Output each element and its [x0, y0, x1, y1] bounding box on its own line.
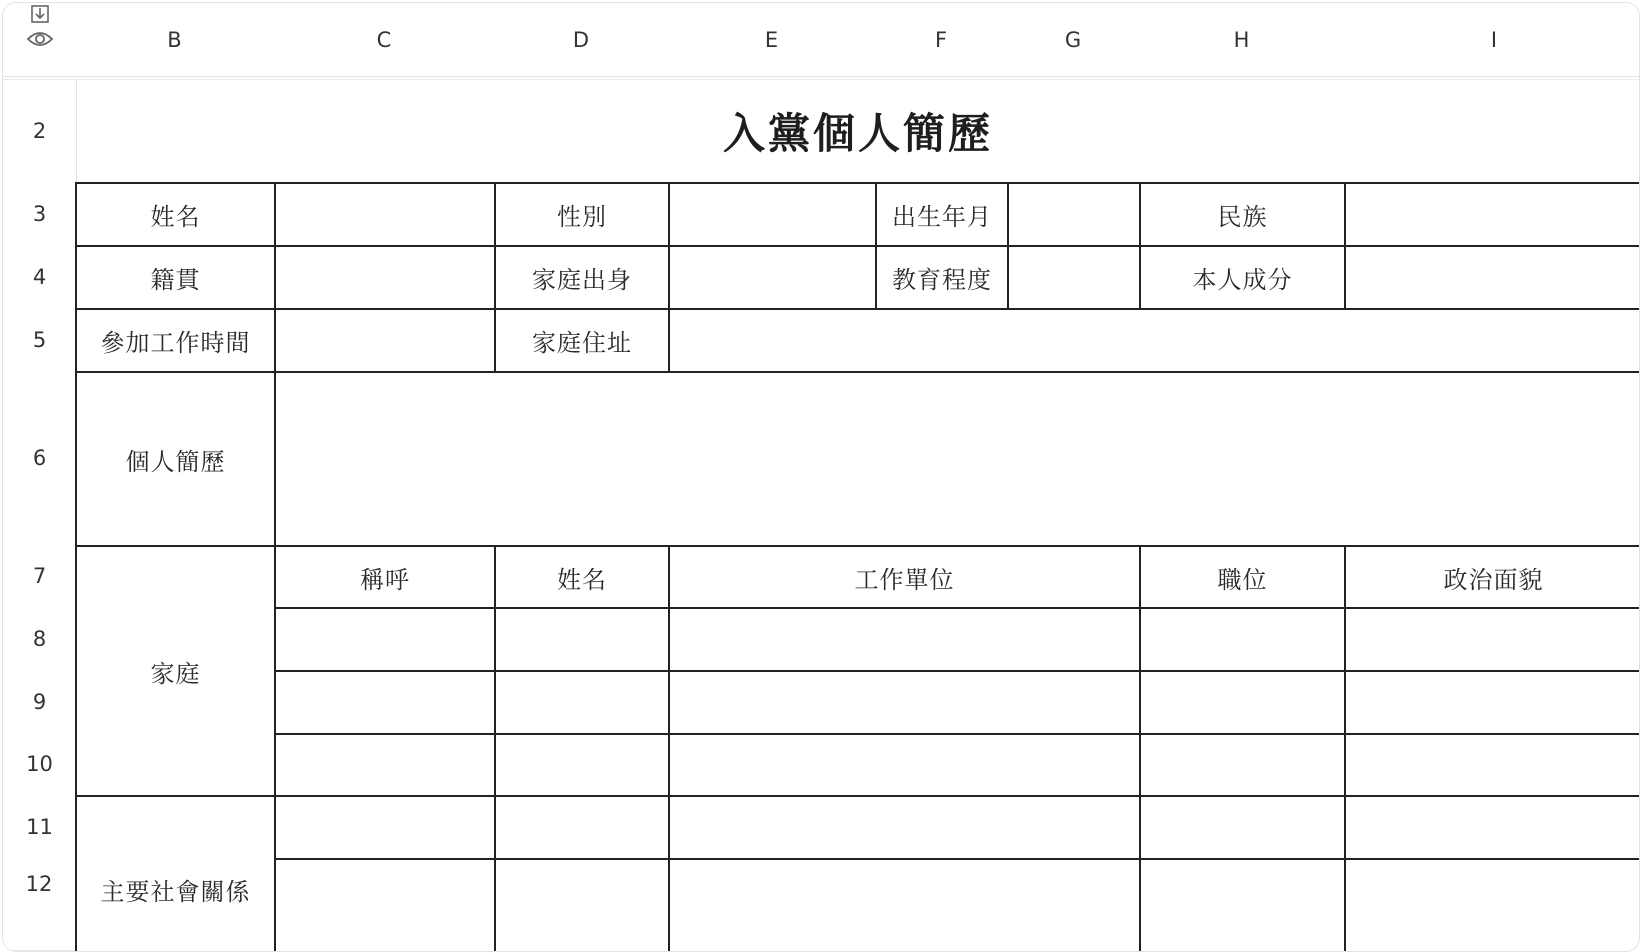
family-row-3-position[interactable]	[1139, 733, 1344, 795]
family-row-2-position[interactable]	[1139, 670, 1344, 733]
family-row-2-name[interactable]	[494, 670, 668, 733]
row-header-7[interactable]: 7	[3, 545, 77, 608]
column-header-e[interactable]: E	[668, 3, 876, 77]
column-header-b[interactable]: B	[75, 3, 275, 77]
work-unit-header-cell[interactable]: 工作單位	[668, 545, 1139, 607]
family-row-1-position[interactable]	[1139, 607, 1344, 670]
spreadsheet-frame	[2, 2, 1640, 952]
family-label-cell[interactable]: 家庭	[75, 545, 274, 795]
row-header-10[interactable]: 10	[3, 733, 77, 796]
column-header-h[interactable]: H	[1139, 3, 1345, 77]
column-header-f[interactable]: F	[875, 3, 1008, 77]
member-name-header-cell[interactable]: 姓名	[494, 545, 668, 607]
native-place-value-cell[interactable]	[274, 245, 494, 308]
personal-status-label-cell[interactable]: 本人成分	[1139, 245, 1344, 308]
social-relations-label-cell[interactable]	[75, 795, 274, 952]
work-start-value-cell[interactable]	[274, 308, 494, 371]
gender-value-cell[interactable]	[668, 182, 875, 245]
family-row-1-relation[interactable]	[274, 607, 494, 670]
social-row-1-name[interactable]	[494, 795, 668, 858]
column-header-i[interactable]: I	[1344, 3, 1640, 77]
social-row-1-position[interactable]	[1139, 795, 1344, 858]
family-row-3-work-unit[interactable]	[668, 733, 1139, 795]
row-header-3[interactable]: 3	[3, 182, 77, 246]
row-header-12[interactable]: 12	[3, 858, 76, 951]
visibility-icon[interactable]	[25, 5, 55, 51]
family-origin-value-cell[interactable]	[668, 245, 875, 308]
relation-header-cell[interactable]: 稱呼	[274, 545, 494, 607]
column-header-g[interactable]: G	[1007, 3, 1140, 77]
column-header-d[interactable]: D	[494, 3, 669, 77]
education-label-cell[interactable]: 教育程度	[875, 245, 1007, 308]
family-row-1-name[interactable]	[494, 607, 668, 670]
select-all-corner[interactable]	[3, 3, 77, 77]
name-label-cell[interactable]: 姓名	[75, 182, 274, 245]
family-row-3-name[interactable]	[494, 733, 668, 795]
birth-label-cell[interactable]: 出生年月	[875, 182, 1007, 245]
family-row-2-political-status[interactable]	[1344, 670, 1640, 733]
row-header-6[interactable]: 6	[3, 371, 77, 546]
social-row-2-name[interactable]	[494, 858, 668, 952]
resume-value-cell[interactable]	[274, 371, 1640, 545]
row-header-9[interactable]: 9	[3, 670, 77, 734]
ethnicity-label-cell[interactable]: 民族	[1139, 182, 1344, 245]
family-row-2-work-unit[interactable]	[668, 670, 1139, 733]
social-row-1-political-status[interactable]	[1344, 795, 1640, 858]
political-status-header-cell[interactable]: 政治面貌	[1344, 545, 1640, 607]
social-row-1-relation[interactable]	[274, 795, 494, 858]
native-place-label-cell[interactable]: 籍貫	[75, 245, 274, 308]
social-row-2-political-status[interactable]	[1344, 858, 1640, 952]
home-address-label-cell[interactable]: 家庭住址	[494, 308, 668, 371]
social-row-2-relation[interactable]	[274, 858, 494, 952]
family-row-3-political-status[interactable]	[1344, 733, 1640, 795]
social-row-1-work-unit[interactable]	[668, 795, 1139, 858]
column-header-c[interactable]: C	[274, 3, 495, 77]
row-header-5[interactable]: 5	[3, 308, 77, 372]
work-start-label-cell[interactable]: 參加工作時間	[75, 308, 274, 371]
social-relations-label: 主要社會關係	[100, 878, 251, 906]
row-header-2[interactable]: 2	[3, 80, 77, 183]
form-title[interactable]: 入黨個人簡歷	[722, 109, 993, 158]
gender-label-cell[interactable]: 性別	[494, 182, 668, 245]
row-header-8[interactable]: 8	[3, 607, 77, 671]
home-address-value-cell[interactable]	[668, 308, 1640, 371]
education-value-cell[interactable]	[1007, 245, 1139, 308]
resume-label-cell[interactable]: 個人簡歷	[75, 371, 274, 545]
row-header-11[interactable]: 11	[3, 795, 77, 859]
family-row-1-political-status[interactable]	[1344, 607, 1640, 670]
family-row-1-work-unit[interactable]	[668, 607, 1139, 670]
position-header-cell[interactable]: 職位	[1139, 545, 1344, 607]
row-header-4[interactable]: 4	[3, 245, 77, 309]
family-row-2-relation[interactable]	[274, 670, 494, 733]
family-origin-label-cell[interactable]: 家庭出身	[494, 245, 668, 308]
name-value-cell[interactable]	[274, 182, 494, 245]
social-row-2-work-unit[interactable]	[668, 858, 1139, 952]
ethnicity-value-cell[interactable]	[1344, 182, 1640, 245]
social-row-2-position[interactable]	[1139, 858, 1344, 952]
birth-value-cell[interactable]	[1007, 182, 1139, 245]
family-row-3-relation[interactable]	[274, 733, 494, 795]
personal-status-value-cell[interactable]	[1344, 245, 1640, 308]
